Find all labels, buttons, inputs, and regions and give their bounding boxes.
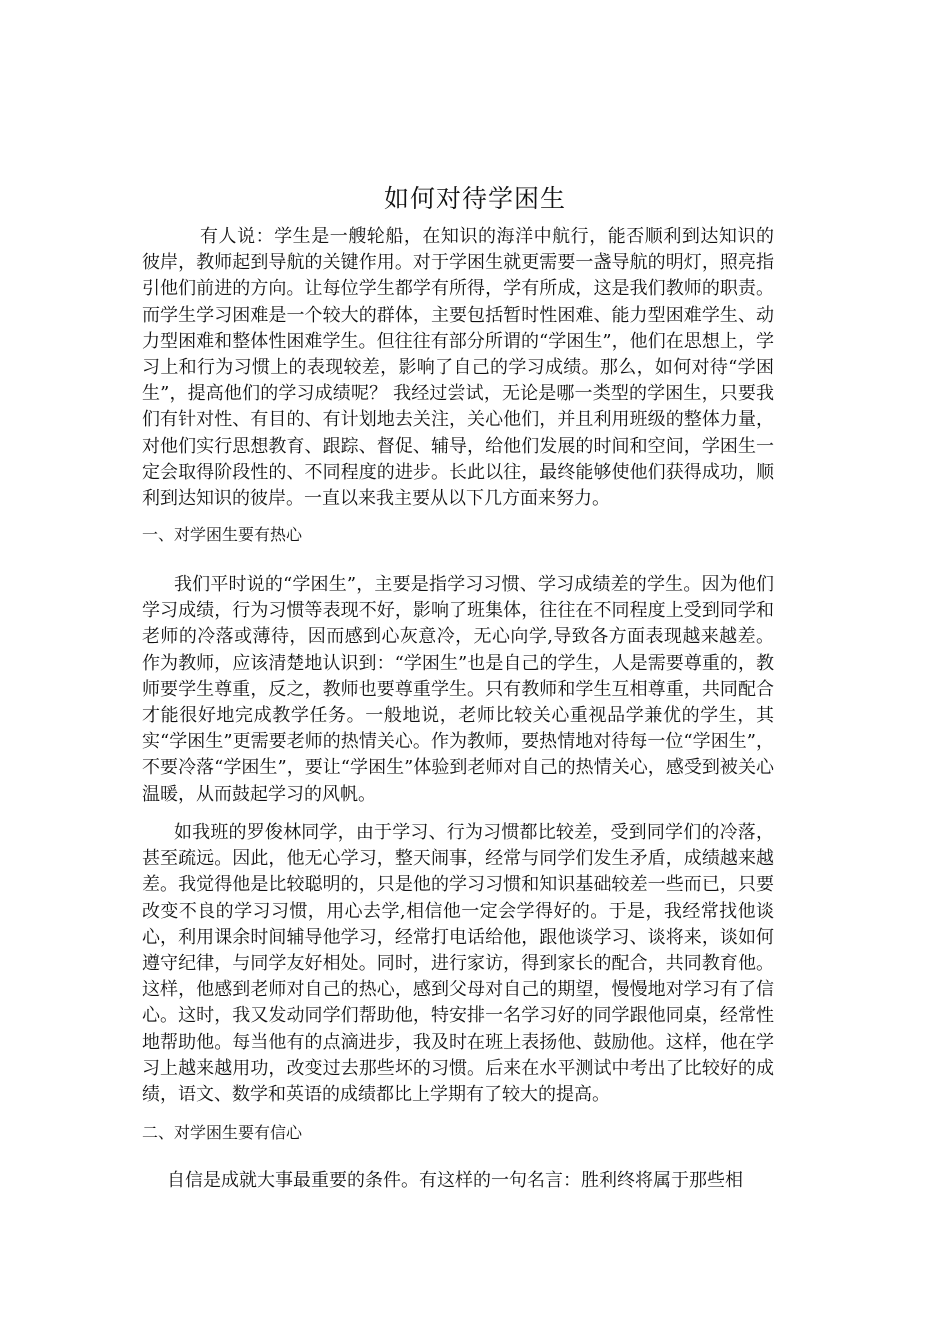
paragraph-example: 如我班的罗俊林同学，由于学习、行为习惯都比较差，受到同学们的冷落，甚至疏远。因此，他无心学习，整天闹事，经常与同学们发生矛盾，成绩越来越差。我觉得他是比较聪明的，只是他的学习习惯和知识基础较差一些而已，只要改变不良的学习习惯，用心去学,相信他一定会学得好的。于是，我经常找他谈心，利用课余时间辅导他学习，经常打电话给他，跟他谈学习、谈将来，谈如何遵守纪律，与同学友好相处。同时，进行家访，得到家长的配合，共同教育他。这样，他感到老师对自己的热心，感到父母对自己的期望，慢慢地对学习有了信心。这时，我又发动同学们帮助他，特安排一名学习好的同学跟他同桌，经常性地帮助他。每当他有的点滴进步，我及时在班上表扬他、鼓励他。这样，他在学习上越来越用功，改变过去那些坏的习惯。后来在水平测试中考出了比较好的成绩，语文、数学和英语的成绩都比上学期有了较大的提高。 [142, 822, 774, 1106]
section-heading-1: 一、对学困生要有热心 [142, 525, 303, 544]
section-heading-2: 二、对学困生要有信心 [142, 1123, 303, 1142]
paragraph-section-2: 自信是成就大事最重要的条件。有这样的一句名言：胜利终将属于那些相 [167, 1170, 743, 1191]
paragraph-intro: 有人说：学生是一艘轮船，在知识的海洋中航行，能否顺利到达知识的彼岸，教师起到导航的关键作用。对于学困生就更需要一盏导航的明灯，照亮指引他们前进的方向。让每位学生都学有所得，学有所成，这是我们教师的职责。而学生学习困难是一个较大的群体，主要包括暂时性困难、能力型困难学生、动力型困难和整体性困难学生。但往往有部分所谓的“学困生”，他们在思想上，学习上和行为习惯上的表现较差，影响了自己的学习成绩。那么，如何对待“学困生”，提高他们的学习成绩呢？ 我经过尝试，无论是哪一类型的学困生，只要我们有针对性、有目的、有计划地去关注，关心他们，并且利用班级的整体力量，对他们实行思想教育、跟踪、督促、辅导，给他们发展的时间和空间，学困生一定会取得阶段性的、不同程度的进步。长此以往，最终能够使他们获得成功，顺利到达知识的彼岸。一直以来我主要从以下几方面来努力。 [142, 226, 774, 510]
paragraph-section-1: 我们平时说的“学困生”，主要是指学习习惯、学习成绩差的学生。因为他们学习成绩，行为习惯等表现不好，影响了班集体，往往在不同程度上受到同学和老师的冷落或薄待，因而感到心灰意冷，无心向学,导致各方面表现越来越差。作为教师，应该清楚地认识到：“学困生”也是自己的学生，人是需要尊重的，教师要学生尊重，反之，教师也要尊重学生。只有教师和学生互相尊重，共同配合才能很好地完成教学任务。一般地说，老师比较关心重视品学兼优的学生，其实“学困生”更需要老师的热情关心。作为教师，要热情地对待每一位“学困生”，不要冷落“学困生”，要让“学困生”体验到老师对自己的热情关心，感受到被关心温暖，从而鼓起学习的风帆。 [142, 574, 774, 805]
document-title: 如何对待学困生 [383, 184, 566, 213]
